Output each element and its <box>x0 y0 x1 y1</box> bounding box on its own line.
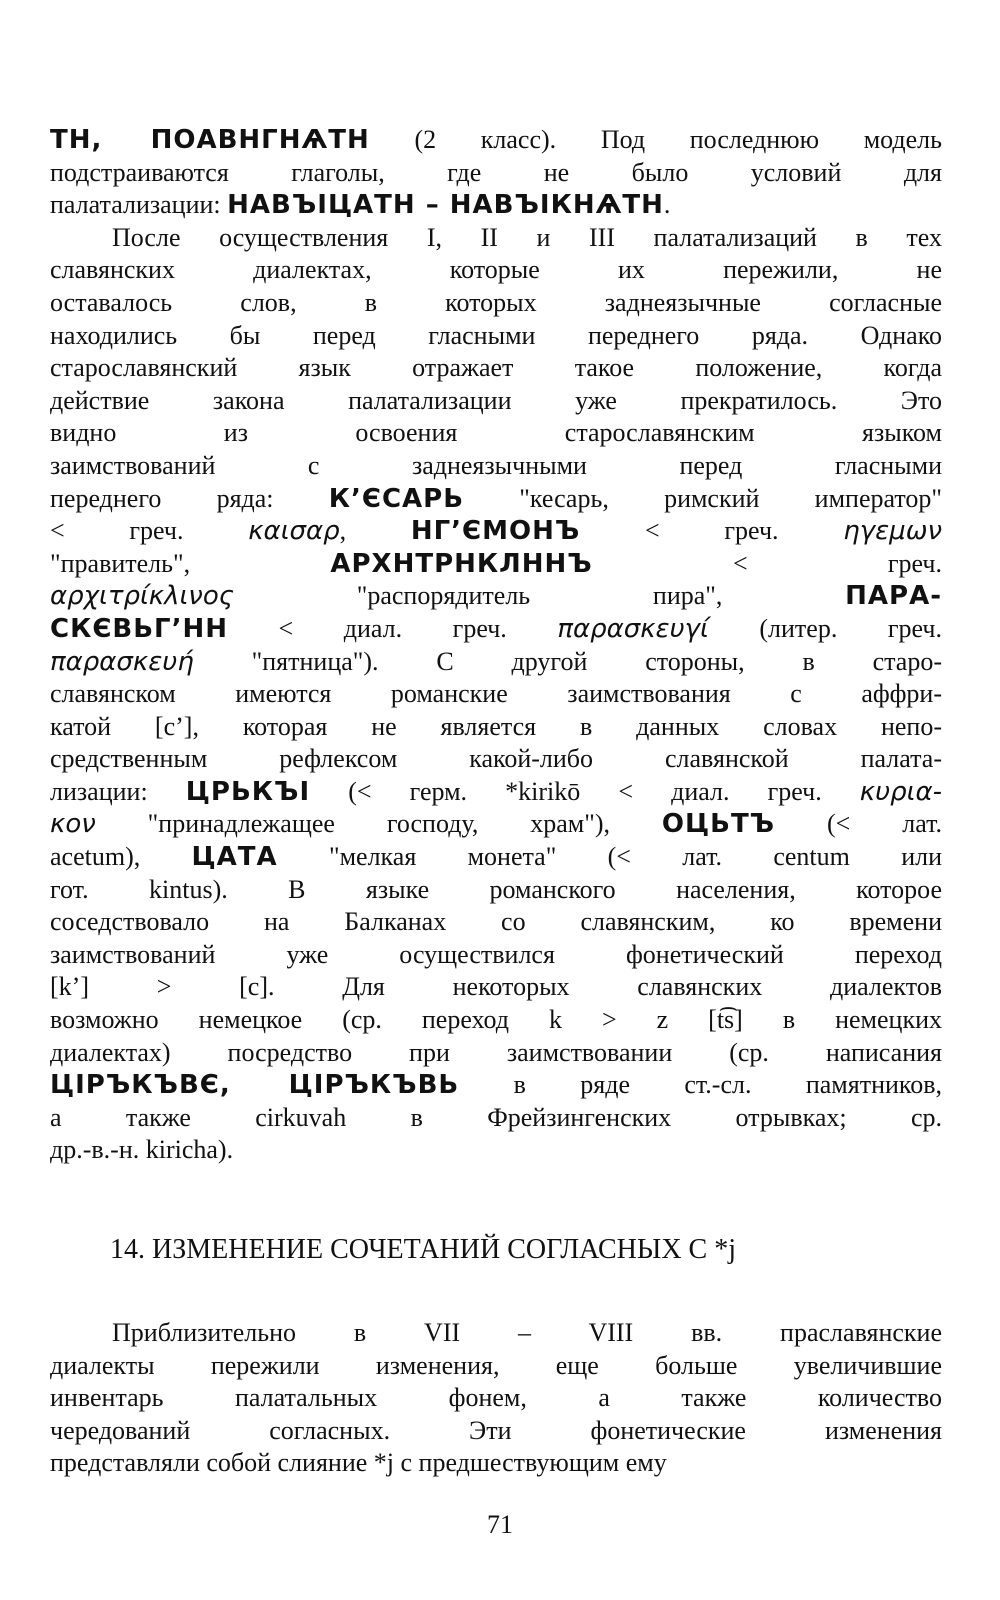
text-line <box>50 352 942 385</box>
greek-word: παρασκευή <box>50 646 194 677</box>
old-slavonic-word: НГ’ЄМОНЪ <box>410 516 581 547</box>
text-line <box>50 417 942 450</box>
text-line <box>50 906 942 939</box>
old-slavonic-word: АРХНТРНКЛННЪ <box>330 548 593 579</box>
text-line <box>50 1102 942 1135</box>
text-run: , <box>339 516 411 546</box>
text-run: инвентарь палатальных фонем, а также количество <box>50 1383 942 1413</box>
text-run: представляли собой слияние *j с предшествующим ему <box>50 1448 667 1478</box>
text-line <box>50 711 942 744</box>
text-line <box>50 222 942 255</box>
text-line <box>50 613 942 646</box>
text-run: (< лат. <box>775 809 942 839</box>
text-line <box>50 483 942 516</box>
text-run: Приблизительно в VII – VIII вв. праславянские <box>112 1318 942 1347</box>
text-run: действие закона палатализации уже прекратилось. Это <box>50 385 942 415</box>
text-line <box>50 320 942 353</box>
greek-word: ηγεμων <box>843 516 943 547</box>
text-run: в ряде ст.-сл. памятников, <box>459 1070 942 1100</box>
old-slavonic-word: ПАРА- <box>845 581 942 612</box>
greek-word: κον <box>50 809 96 840</box>
text-run: < греч. <box>580 516 844 546</box>
text-run: (2 класс). Под последнюю модель <box>369 125 942 154</box>
text-line <box>50 287 942 320</box>
text-run: (литер. греч. <box>708 613 942 643</box>
text-line <box>50 1382 942 1415</box>
greek-word: αρχιτρίκλινος <box>50 581 234 612</box>
text-line <box>50 939 942 972</box>
text-run: "распорядитель пира", <box>233 581 846 611</box>
text-line <box>50 548 942 581</box>
text-line <box>50 1317 942 1350</box>
page-content <box>50 124 942 1480</box>
text-line <box>50 124 942 157</box>
text-run: < диал. греч. <box>228 613 558 643</box>
old-slavonic-word: ТН, ПОАВНГНѦТН <box>50 125 370 155</box>
paragraph-palatalization <box>50 222 942 1167</box>
section-heading: 14. ИЗМЕНЕНИЕ СОЧЕТАНИЙ СОГЛАСНЫХ С *j <box>110 1234 736 1265</box>
old-slavonic-word: К’ЄСАРЬ <box>328 483 465 514</box>
text-line <box>50 808 942 841</box>
text-run: др.-в.-н. kiricha). <box>50 1135 234 1165</box>
text-line <box>50 646 942 679</box>
text-line <box>50 874 942 907</box>
text-run: оставалось слов, в которых заднеязычные согласные <box>50 287 942 317</box>
text-line <box>50 580 942 613</box>
text-run: "правитель", <box>50 548 331 578</box>
text-run: заимствований с заднеязычными перед гласными <box>50 450 942 480</box>
text-run: славянском имеются романские заимствования с аффри- <box>50 679 942 709</box>
text-run: старославянский язык отражает такое положение, когда <box>50 353 942 383</box>
text-run: гот. kintus). В языке романского населения, которое <box>50 874 942 904</box>
text-run: чередований согласных. Эти фонетические изменения <box>50 1415 942 1445</box>
paragraph-continued <box>50 124 942 222</box>
text-line <box>50 1004 942 1037</box>
text-line <box>50 450 942 483</box>
text-run: "кесарь, римский император" <box>464 483 942 513</box>
text-run: < греч. <box>592 548 943 578</box>
old-slavonic-word: ЦРЬКЪІ <box>185 776 311 807</box>
text-line <box>50 1134 942 1167</box>
text-run: "принадлежащее господу, храм"), <box>95 809 662 839</box>
text-run: acetum), <box>50 842 192 872</box>
greek-word: κυρια- <box>859 776 942 807</box>
text-run: "пятница"). С другой стороны, в старо- <box>193 646 942 676</box>
text-line <box>50 385 942 418</box>
text-line <box>50 678 942 711</box>
text-line <box>50 1350 942 1383</box>
text-run: возможно немецкое (ср. переход k > z [t͡s] в немецких <box>50 1005 942 1035</box>
text-line <box>50 254 942 287</box>
old-slavonic-word: СКЄВЬГ’НН <box>50 613 229 644</box>
text-run: "мелкая монета" (< лат. centum или <box>277 842 942 872</box>
text-run: заимствований уже осуществился фонетический переход <box>50 939 942 969</box>
text-run: видно из освоения старославянским языком <box>50 418 942 448</box>
greek-word: καισαρ <box>248 516 340 547</box>
text-line <box>50 1069 942 1102</box>
text-line <box>50 776 942 809</box>
old-slavonic-word: ОЦЬТЪ <box>661 809 776 840</box>
text-run: После осуществления I, II и III палатализаций в тех <box>112 222 942 252</box>
text-run: катой [c’], которая не является в данных словах непо- <box>50 711 942 741</box>
text-run: средственным рефлексом какой-либо славянской палата- <box>50 744 942 774</box>
text-run: диалекты пережили изменения, еще больше увеличившие <box>50 1350 942 1380</box>
text-run: находились бы перед гласными переднего ряда. Однако <box>50 320 942 350</box>
text-run: лизации: <box>50 776 186 806</box>
old-slavonic-word: НАВЪІЦАТН – НАВЪІКНѦТН <box>227 190 664 221</box>
old-slavonic-word: ЦАТА <box>191 842 278 873</box>
text-run: переднего ряда: <box>50 483 329 513</box>
text-line <box>50 1037 942 1070</box>
text-run: соседствовало на Балканах со славянским, ко времени <box>50 907 942 937</box>
text-line <box>50 515 942 548</box>
text-run: палатализации: <box>50 190 228 220</box>
text-line <box>50 157 942 190</box>
old-slavonic-word: ЦІРЪКЪВЄ, ЦІРЪКЪВЬ <box>50 1070 460 1101</box>
text-run: . <box>663 190 671 220</box>
paragraph-section-14 <box>50 1317 942 1480</box>
text-line <box>50 971 942 1004</box>
text-line <box>50 841 942 874</box>
text-line <box>50 1415 942 1448</box>
text-run: (< герм. *kirikō < диал. греч. <box>310 776 860 806</box>
text-line <box>50 743 942 776</box>
text-run: [k’] > [c]. Для некоторых славянских диалектов <box>50 972 942 1002</box>
text-run: диалектах) посредство при заимствовании (ср. написания <box>50 1037 942 1067</box>
text-run: < греч. <box>50 516 249 546</box>
text-line <box>50 189 942 222</box>
text-run: а также cirkuvah в Фрейзингенских отрывках; ср. <box>50 1102 942 1132</box>
page-number: 71 <box>487 1510 513 1539</box>
text-run: подстраиваются глаголы, где не было условий для <box>50 157 942 187</box>
text-run: славянских диалектах, которые их пережили, не <box>50 255 942 285</box>
greek-word: παρασκευγί <box>557 613 709 644</box>
text-line <box>50 1447 942 1480</box>
